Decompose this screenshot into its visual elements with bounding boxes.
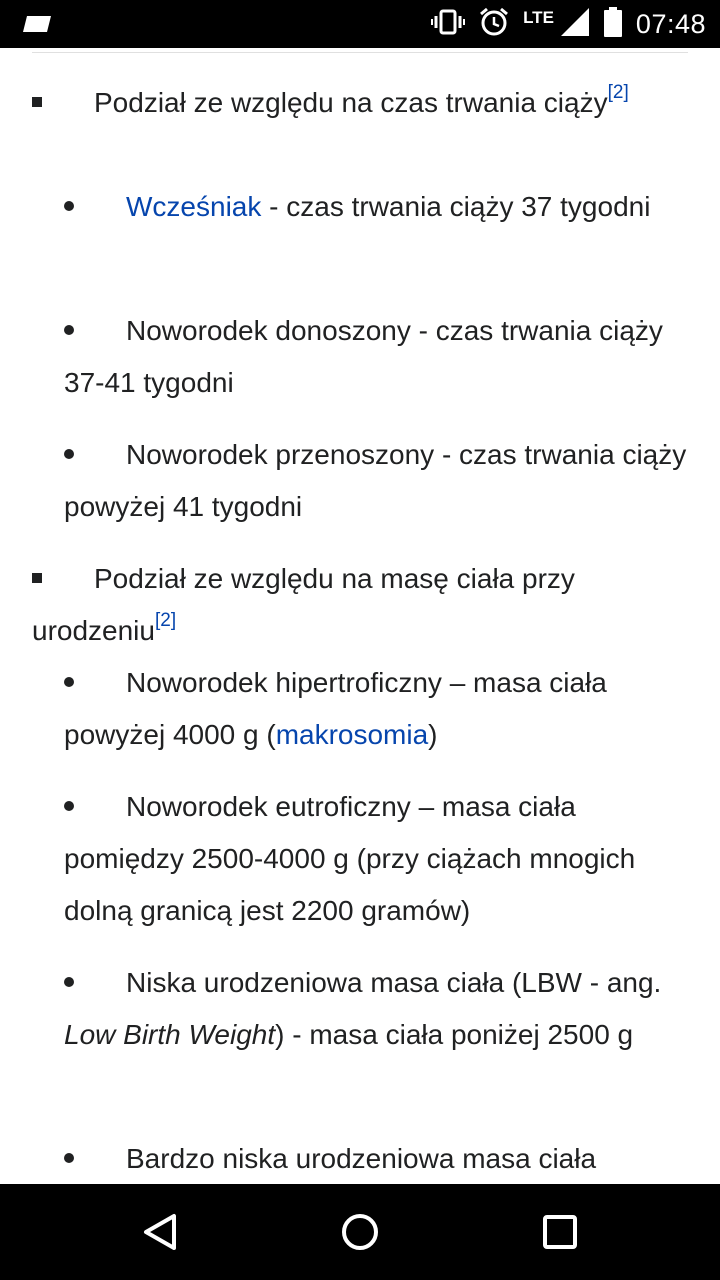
clock: 07:48 bbox=[635, 8, 706, 39]
list-item-text: Noworodek przenoszony - czas trwania ciąży powyżej 41 tygodni bbox=[64, 439, 687, 522]
notification-icon bbox=[22, 14, 52, 39]
list-item-text: - czas trwania ciąży 37 tygodni bbox=[261, 191, 651, 222]
list-item bbox=[64, 181, 694, 233]
dot-bullet-icon bbox=[64, 677, 74, 687]
recents-icon[interactable] bbox=[536, 1208, 584, 1256]
list-item bbox=[64, 781, 694, 937]
divider bbox=[32, 52, 688, 53]
signal-icon bbox=[560, 7, 590, 42]
status-bar bbox=[0, 0, 720, 48]
list-item-section-mass bbox=[32, 553, 682, 657]
dot-bullet-icon bbox=[64, 325, 74, 335]
back-icon[interactable] bbox=[136, 1208, 184, 1256]
list-item-italic-text: Low Birth Weight bbox=[64, 1019, 276, 1050]
link-makrosomia[interactable]: makrosomia bbox=[275, 719, 429, 750]
list-item bbox=[64, 1133, 694, 1184]
battery-icon bbox=[604, 7, 622, 42]
list-item-text: Noworodek donoszony - czas trwania ciąży 37-41 tygodni bbox=[64, 315, 663, 398]
list-item-text: Bardzo niska urodzeniowa masa ciała bbox=[126, 1143, 597, 1174]
reference-link[interactable]: [2] bbox=[607, 81, 629, 103]
dot-bullet-icon bbox=[64, 449, 74, 459]
list-item bbox=[64, 657, 694, 761]
list-item bbox=[64, 429, 694, 533]
reference-link[interactable]: [2] bbox=[154, 609, 177, 631]
link-wczesniak[interactable]: Wcześniak bbox=[126, 191, 262, 222]
list-item bbox=[64, 305, 694, 409]
network-type-label: LTE bbox=[523, 8, 554, 27]
article-content[interactable] bbox=[0, 48, 720, 1184]
list-item bbox=[64, 957, 694, 1061]
square-bullet-icon bbox=[32, 573, 42, 583]
dot-bullet-icon bbox=[64, 1153, 74, 1163]
vibrate-icon bbox=[431, 9, 465, 40]
alarm-icon bbox=[479, 7, 509, 42]
dot-bullet-icon bbox=[64, 801, 74, 811]
section-heading: Podział ze względu na masę ciała przy urodzeniu bbox=[32, 563, 575, 646]
list-item-text: Niska urodzeniowa masa ciała (LBW - ang. bbox=[126, 967, 662, 998]
home-icon[interactable] bbox=[336, 1208, 384, 1256]
section-heading: Podział ze względu na czas trwania ciąży bbox=[94, 87, 608, 118]
square-bullet-icon bbox=[32, 97, 42, 107]
list-item-text: ) bbox=[428, 719, 438, 750]
list-item-text: Noworodek hipertroficzny – masa ciała powyżej 4000 g ( bbox=[64, 667, 607, 750]
list-item-text: Noworodek eutroficzny – masa ciała pomiędzy 2500-4000 g (przy ciążach mnogich dolną granicą jest 2200 gramów) bbox=[64, 791, 636, 926]
navigation-bar bbox=[0, 1184, 720, 1280]
dot-bullet-icon bbox=[64, 201, 74, 211]
list-item-text: ) - masa ciała poniżej 2500 g bbox=[275, 1019, 634, 1050]
list-item-section-duration bbox=[32, 77, 682, 129]
dot-bullet-icon bbox=[64, 977, 74, 987]
